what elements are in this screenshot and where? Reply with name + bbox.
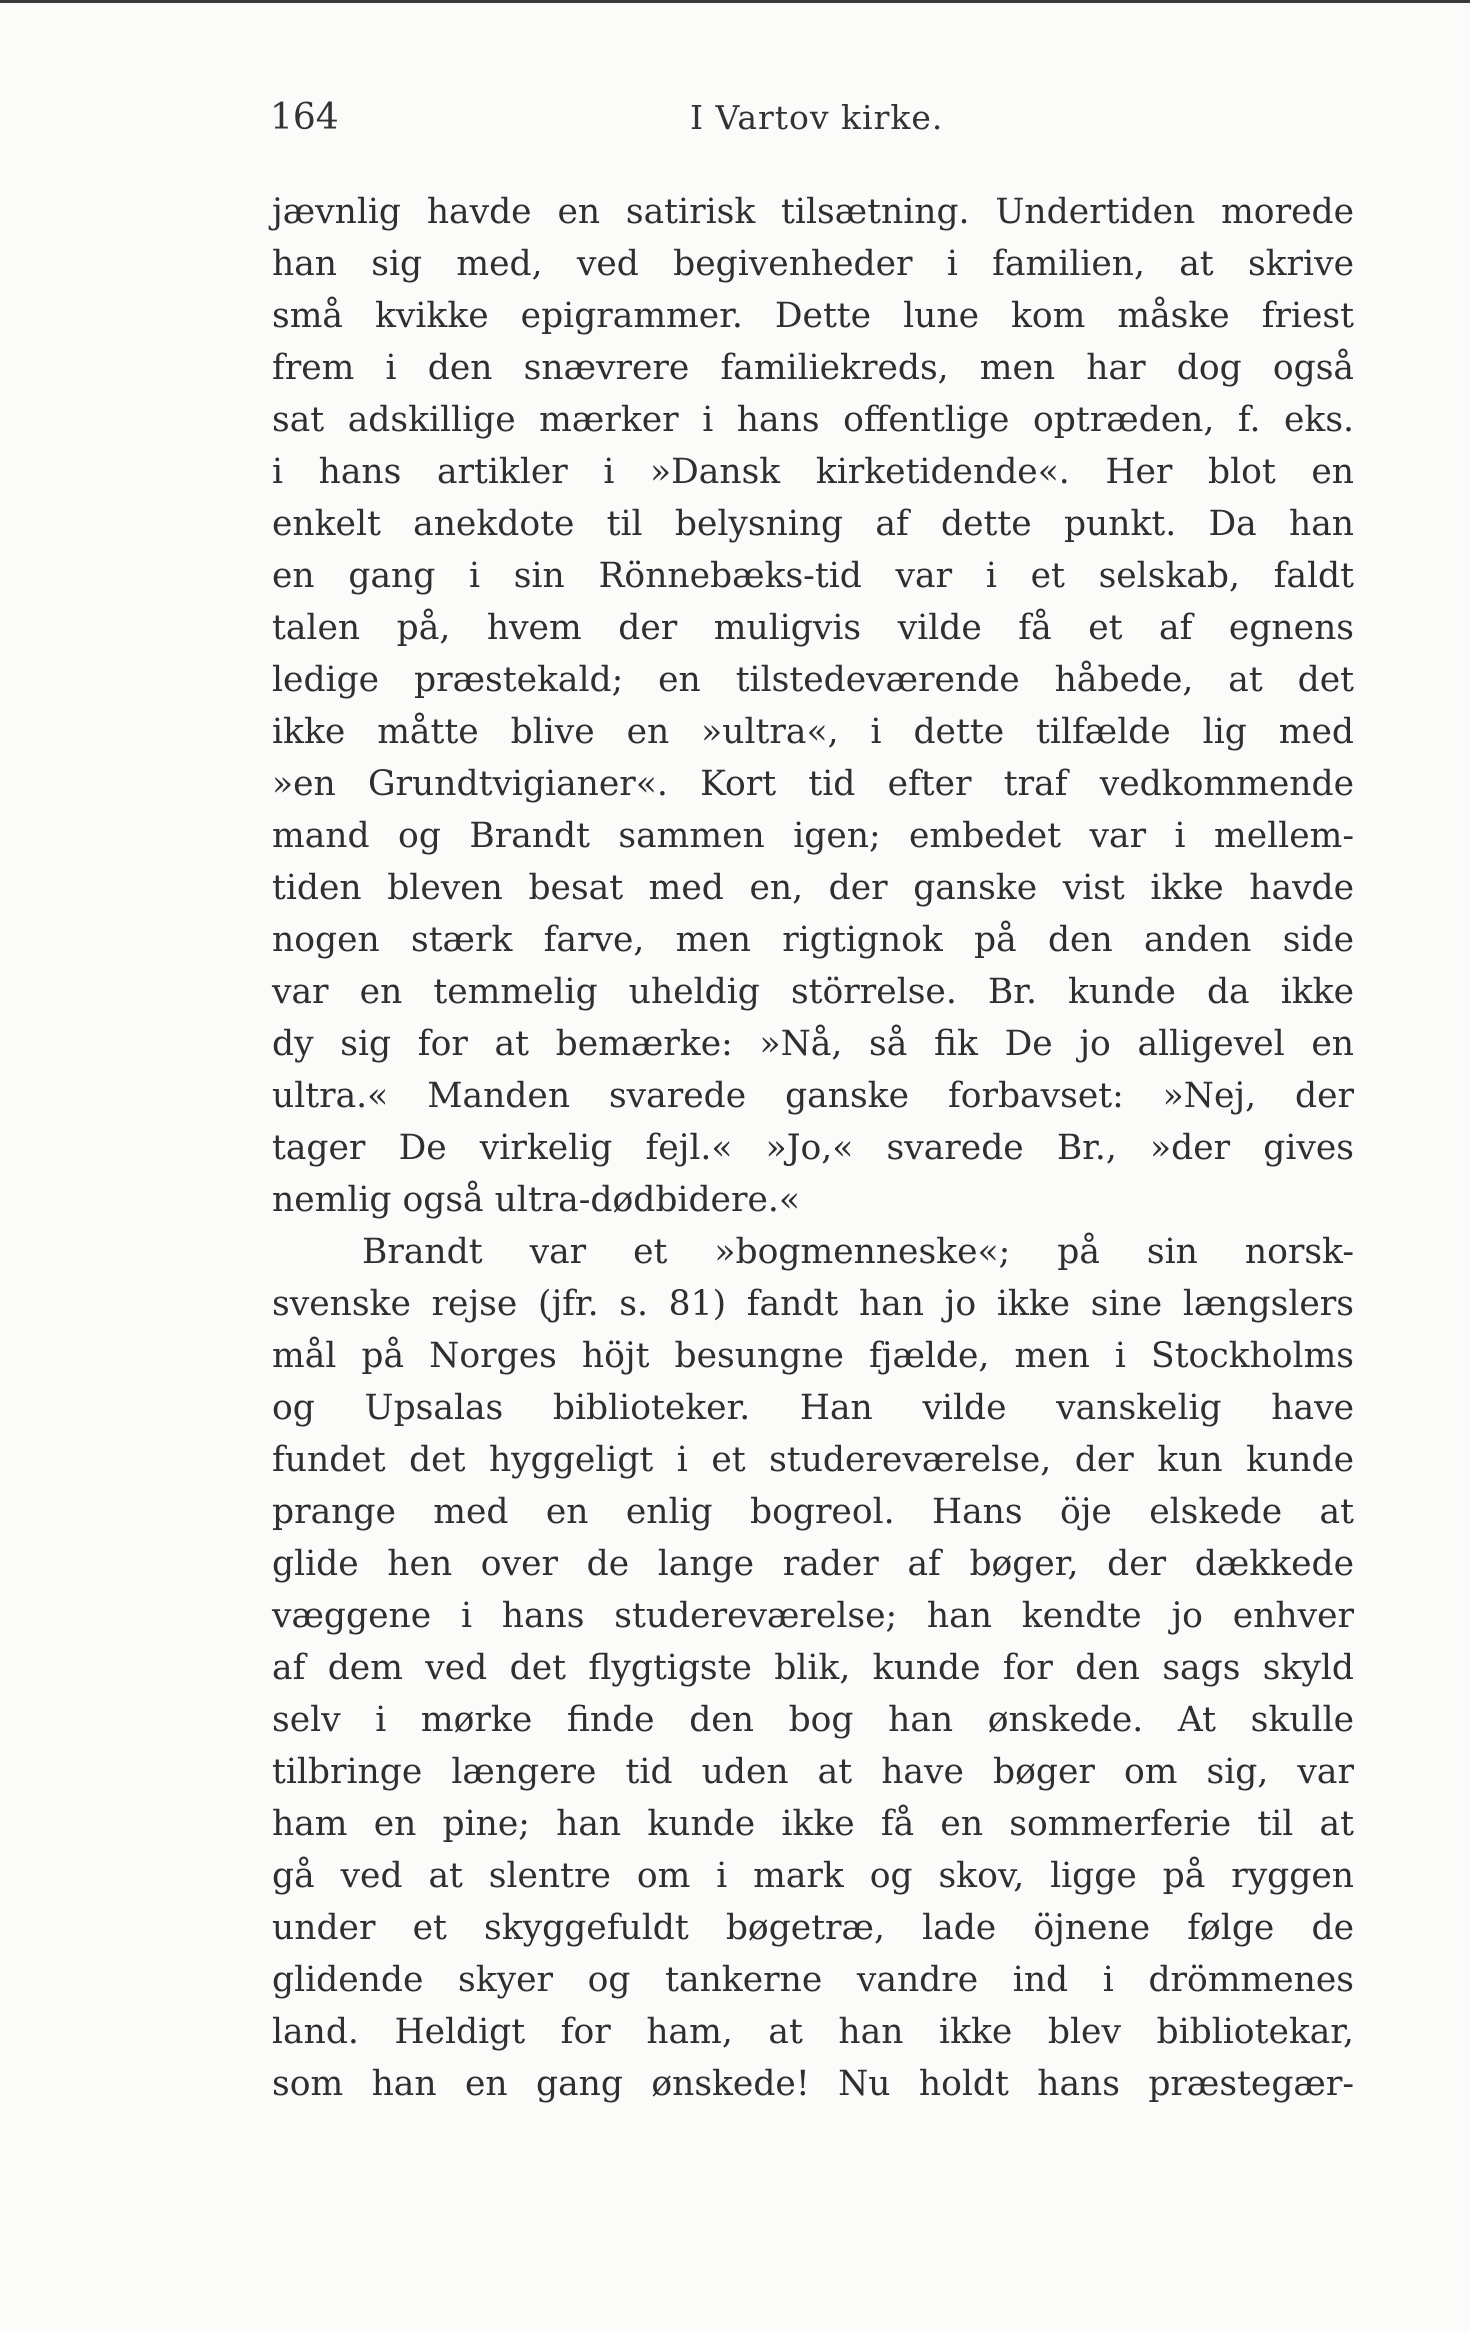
text-line: ledige præstekald; en tilstedeværende håbede, at det (272, 660, 1354, 700)
text-line: som han en gang ønskede! Nu holdt hans præstegær- (272, 2064, 1354, 2104)
text-line: prange med en enlig bogreol. Hans öje elskede at (272, 1492, 1354, 1532)
text-line: ultra.« Manden svarede ganske forbavset: »Nej, der (272, 1076, 1354, 1116)
text-line: frem i den snævrere familiekreds, men har dog også (272, 348, 1354, 388)
text-line: mål på Norges höjt besungne fjælde, men i Stockholms (272, 1336, 1354, 1376)
text-line: land. Heldigt for ham, at han ikke blev bibliotekar, (272, 2012, 1354, 2052)
page-top-edge (0, 0, 1470, 3)
text-line: væggene i hans studereværelse; han kendte jo enhver (272, 1596, 1354, 1636)
text-line: nogen stærk farve, men rigtignok på den anden side (272, 920, 1354, 960)
text-line: »en Grundtvigianer«. Kort tid efter traf vedkommende (272, 764, 1354, 804)
text-line: en gang i sin Rönnebæks-tid var i et selskab, faldt (272, 556, 1354, 596)
text-line: tiden bleven besat med en, der ganske vist ikke havde (272, 868, 1354, 908)
text-line: og Upsalas biblioteker. Han vilde vanskelig have (272, 1388, 1354, 1428)
text-line: gå ved at slentre om i mark og skov, ligge på ryggen (272, 1856, 1354, 1896)
page-header (270, 92, 1360, 144)
text-line: ikke måtte blive en »ultra«, i dette tilfælde lig med (272, 712, 1354, 752)
text-line: små kvikke epigrammer. Dette lune kom måske friest (272, 296, 1354, 336)
text-line: enkelt anekdote til belysning af dette punkt. Da han (272, 504, 1354, 544)
running-title: I Vartov kirke. (690, 98, 944, 137)
text-line: sat adskillige mærker i hans offentlige optræden, f. eks. (272, 400, 1354, 440)
text-line: jævnlig havde en satirisk tilsætning. Undertiden morede (272, 192, 1354, 232)
text-line: han sig med, ved begivenheder i familien, at skrive (272, 244, 1354, 284)
text-line: selv i mørke finde den bog han ønskede. At skulle (272, 1700, 1354, 1740)
text-line: nemlig også ultra-dødbidere.« (272, 1180, 800, 1220)
text-line: tager De virkelig fejl.« »Jo,« svarede Br., »der gives (272, 1128, 1354, 1168)
text-line: fundet det hyggeligt i et studereværelse, der kun kunde (272, 1440, 1354, 1480)
text-line: var en temmelig uheldig störrelse. Br. kunde da ikke (272, 972, 1354, 1012)
body-text (272, 186, 1354, 2110)
text-line: dy sig for at bemærke: »Nå, så fik De jo alligevel en (272, 1024, 1354, 1064)
text-line: af dem ved det flygtigste blik, kunde for den sags skyld (272, 1648, 1354, 1688)
text-line: Brandt var et »bogmenneske«; på sin norsk- (362, 1232, 1354, 1272)
text-line: glidende skyer og tankerne vandre ind i drömmenes (272, 1960, 1354, 2000)
text-line: mand og Brandt sammen igen; embedet var i mellem- (272, 816, 1354, 856)
text-line: i hans artikler i »Dansk kirketidende«. Her blot en (272, 452, 1354, 492)
text-line: under et skyggefuldt bøgetræ, lade öjnene følge de (272, 1908, 1354, 1948)
text-line: svenske rejse (jfr. s. 81) fandt han jo ikke sine længslers (272, 1284, 1354, 1324)
text-line: ham en pine; han kunde ikke få en sommerferie til at (272, 1804, 1354, 1844)
text-line: glide hen over de lange rader af bøger, der dækkede (272, 1544, 1354, 1584)
page-number: 164 (270, 97, 339, 138)
text-line: talen på, hvem der muligvis vilde få et af egnens (272, 608, 1354, 648)
text-line: tilbringe længere tid uden at have bøger om sig, var (272, 1752, 1354, 1792)
